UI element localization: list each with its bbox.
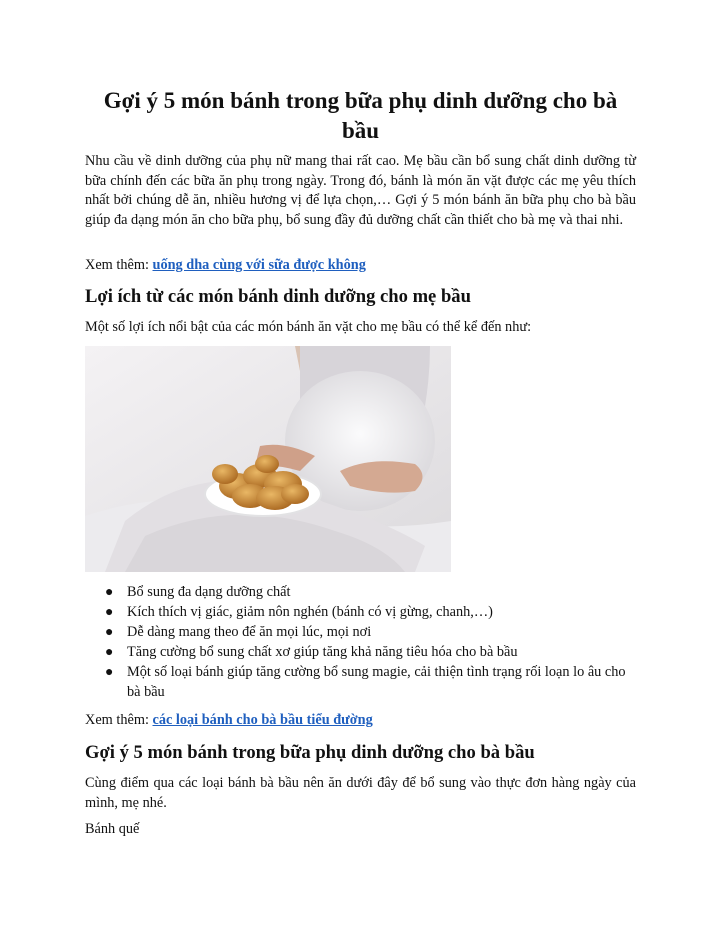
section2-heading: Gợi ý 5 món bánh trong bữa phụ dinh dưỡng cho bà bầu xyxy=(85,742,535,763)
section1-lead: Một số lợi ích nổi bật của các món bánh ăn vặt cho mẹ bầu có thể kể đến như: xyxy=(85,319,532,335)
document-title: Gợi ý 5 món bánh trong bữa phụ dinh dưỡng cho bà bầu xyxy=(103,88,618,143)
section2-subheading: Bánh quế xyxy=(85,821,140,837)
list-item xyxy=(85,583,636,603)
bullet-dot-icon: ● xyxy=(105,665,114,680)
see-also-2-prefix: Xem thêm: xyxy=(85,712,153,728)
list-item-text: Dễ dàng mang theo để ăn mọi lúc, mọi nơi xyxy=(127,624,372,640)
list-item-text: Tăng cường bổ sung chất xơ giúp tăng khả năng tiêu hóa cho bà bầu xyxy=(127,644,518,660)
bullet-dot-icon: ● xyxy=(105,625,114,640)
benefits-list xyxy=(85,583,636,703)
list-item xyxy=(85,623,636,643)
list-item-text: Một số loại bánh giúp tăng cường bổ sung magie, cải thiện tình trạng rối loạn lo âu cho bà bầu xyxy=(127,664,626,700)
pregnant-woman-cookies-photo xyxy=(85,346,451,572)
list-item xyxy=(85,603,636,623)
bullet-dot-icon: ● xyxy=(105,605,114,620)
see-also-1-link[interactable]: uống dha cùng với sữa được không xyxy=(152,257,366,273)
section2-lead: Cùng điểm qua các loại bánh bà bầu nên ăn dưới đây để bổ sung vào thực đơn hàng ngày của mình, mẹ nhé. xyxy=(85,775,636,811)
list-item-text: Bổ sung đa dạng dưỡng chất xyxy=(127,584,291,600)
see-also-1-prefix: Xem thêm: xyxy=(85,257,153,273)
see-also-1 xyxy=(85,256,636,276)
bullet-dot-icon: ● xyxy=(105,585,114,600)
list-item xyxy=(85,663,636,702)
bullet-dot-icon: ● xyxy=(105,645,114,660)
list-item-text: Kích thích vị giác, giảm nôn nghén (bánh có vị gừng, chanh,…) xyxy=(127,604,493,620)
see-also-2-link[interactable]: các loại bánh cho bà bầu tiểu đường xyxy=(152,712,373,728)
list-item xyxy=(85,643,636,663)
intro-paragraph: Nhu cầu về dinh dưỡng của phụ nữ mang thai rất cao. Mẹ bầu cần bổ sung chất dinh dưỡng từ bữa chính đến các bữa ăn phụ trong ngày. Trong đó, bánh là món ăn vặt được các mẹ yêu thích nhất bởi chúng dễ ăn, nhiều hương vị để lựa chọn,… Gợi ý 5 món bánh ăn bữa phụ cho bà bầu giúp đa dạng món ăn cho bữa phụ, bổ sung đầy đủ dưỡng chất cần thiết cho bà mẹ và thai nhi. xyxy=(85,153,636,228)
see-also-2 xyxy=(85,711,636,731)
section1-heading: Lợi ích từ các món bánh dinh dưỡng cho mẹ bầu xyxy=(85,286,471,307)
